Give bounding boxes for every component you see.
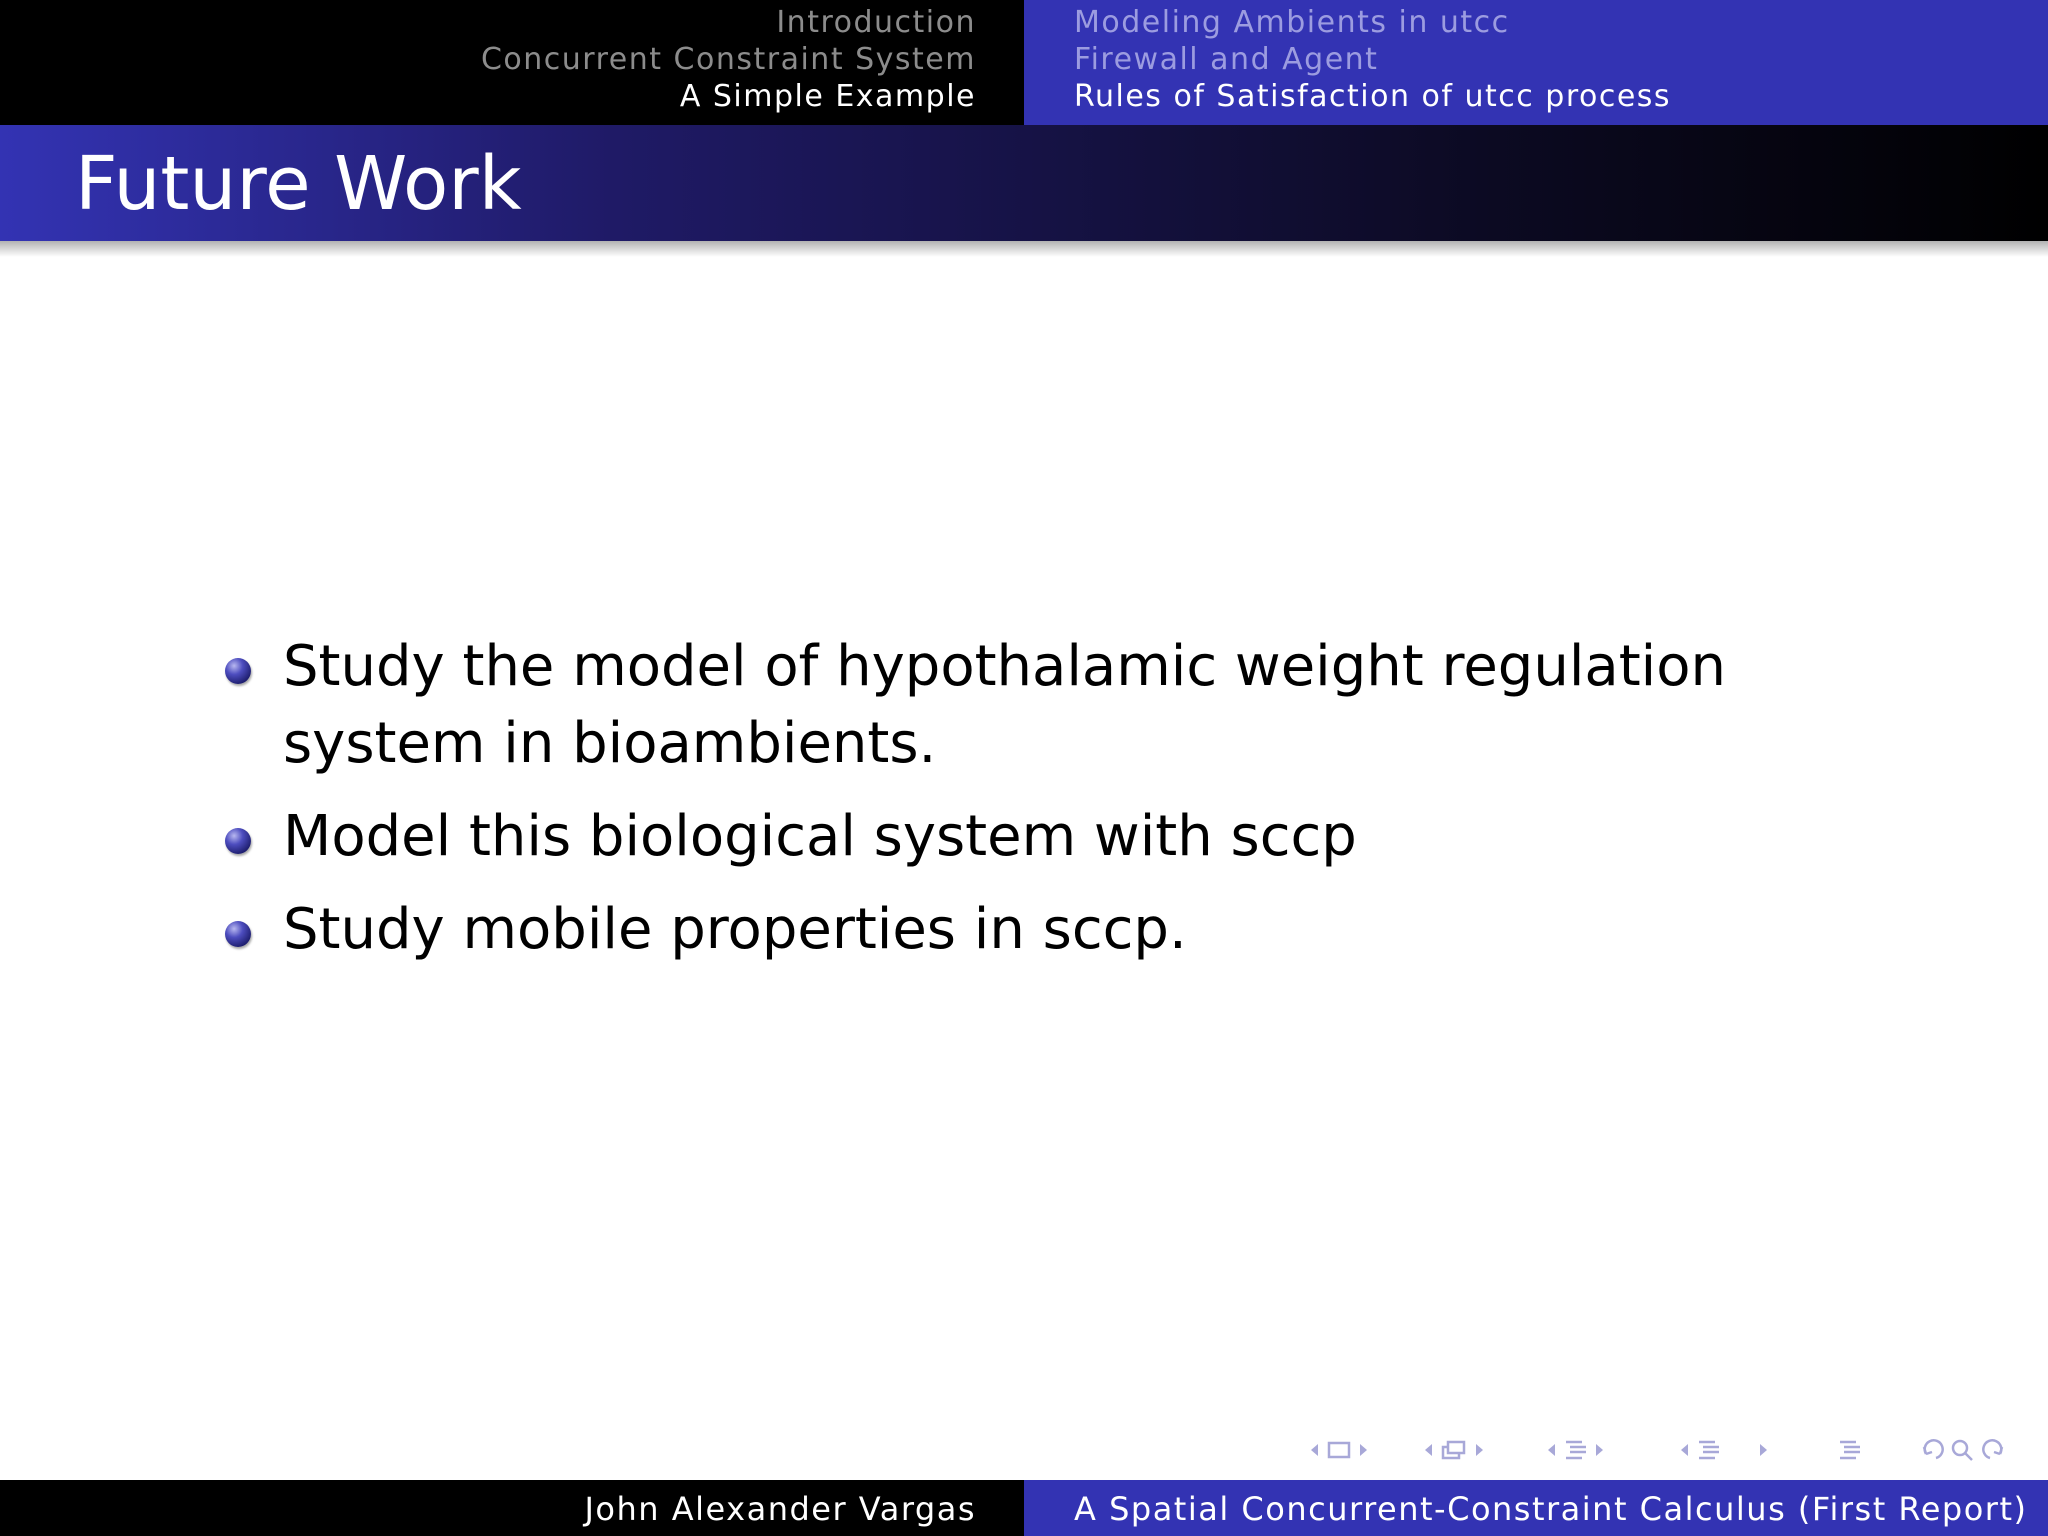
frame-nav-group[interactable] — [1311, 1443, 1367, 1457]
nav-section-introduction[interactable]: Introduction — [776, 5, 976, 40]
title-bar-shadow — [0, 241, 2048, 257]
header-navigation — [0, 0, 2048, 125]
footer-author-bar — [0, 1480, 1024, 1536]
footer-presentation-title: A Spatial Concurrent-Constraint Calculus (First Report) — [1074, 1490, 2028, 1528]
section-navigation — [0, 0, 1024, 125]
bullet-list — [220, 628, 1870, 984]
nav-prev-icon[interactable] — [1681, 1444, 1688, 1456]
document-icon[interactable] — [1699, 1442, 1719, 1458]
document-nav-group[interactable] — [1681, 1442, 1767, 1458]
bullet-ball-icon — [225, 921, 251, 947]
navigation-symbols-graphic — [1300, 1434, 2040, 1466]
nav-prev-icon[interactable] — [1548, 1444, 1555, 1456]
section-nav-group[interactable] — [1548, 1442, 1603, 1458]
list-item — [220, 628, 1870, 782]
list-item-text: Model this biological system with sccp — [283, 804, 1357, 869]
nav-next-icon[interactable] — [1360, 1444, 1367, 1456]
redo-icon[interactable] — [1983, 1440, 2002, 1458]
nav-subsection-rules-of-satisfaction[interactable]: Rules of Satisfaction of utcc process — [1074, 79, 1672, 114]
footer-author: John Alexander Vargas — [584, 1490, 976, 1528]
nav-next-icon[interactable] — [1476, 1444, 1483, 1456]
nav-prev-icon[interactable] — [1425, 1444, 1432, 1456]
footer-title-bar — [1024, 1480, 2048, 1536]
subsection-nav-group[interactable] — [1425, 1442, 1483, 1458]
nav-section-concurrent-constraint-system[interactable]: Concurrent Constraint System — [480, 42, 976, 77]
nav-next-icon[interactable] — [1596, 1444, 1603, 1456]
frame-icon[interactable] — [1329, 1443, 1349, 1457]
nav-prev-icon[interactable] — [1311, 1444, 1318, 1456]
list-item-text: Study mobile properties in sccp. — [283, 897, 1187, 962]
bullet-ball-icon — [225, 658, 251, 684]
list-item — [220, 891, 1870, 968]
undo-icon[interactable] — [1924, 1440, 1943, 1458]
nav-next-icon[interactable] — [1760, 1444, 1767, 1456]
section-icon[interactable] — [1566, 1442, 1586, 1458]
outline-icon[interactable] — [1840, 1442, 1860, 1458]
nav-subsection-firewall-and-agent[interactable]: Firewall and Agent — [1074, 42, 1379, 77]
list-item-text: Study the model of hypothalamic weight regulation system in bioambients. — [283, 634, 1726, 776]
nav-section-a-simple-example[interactable]: A Simple Example — [679, 79, 976, 114]
list-item — [220, 798, 1870, 875]
bullet-ball-icon — [225, 828, 251, 854]
nav-subsection-modeling-ambients[interactable]: Modeling Ambients in utcc — [1074, 5, 1510, 40]
search-icon[interactable] — [1953, 1441, 1972, 1460]
subsection-navigation — [1024, 0, 2048, 125]
beamer-navigation-symbols — [1300, 1434, 2040, 1466]
frame-title: Future Work — [75, 141, 522, 227]
